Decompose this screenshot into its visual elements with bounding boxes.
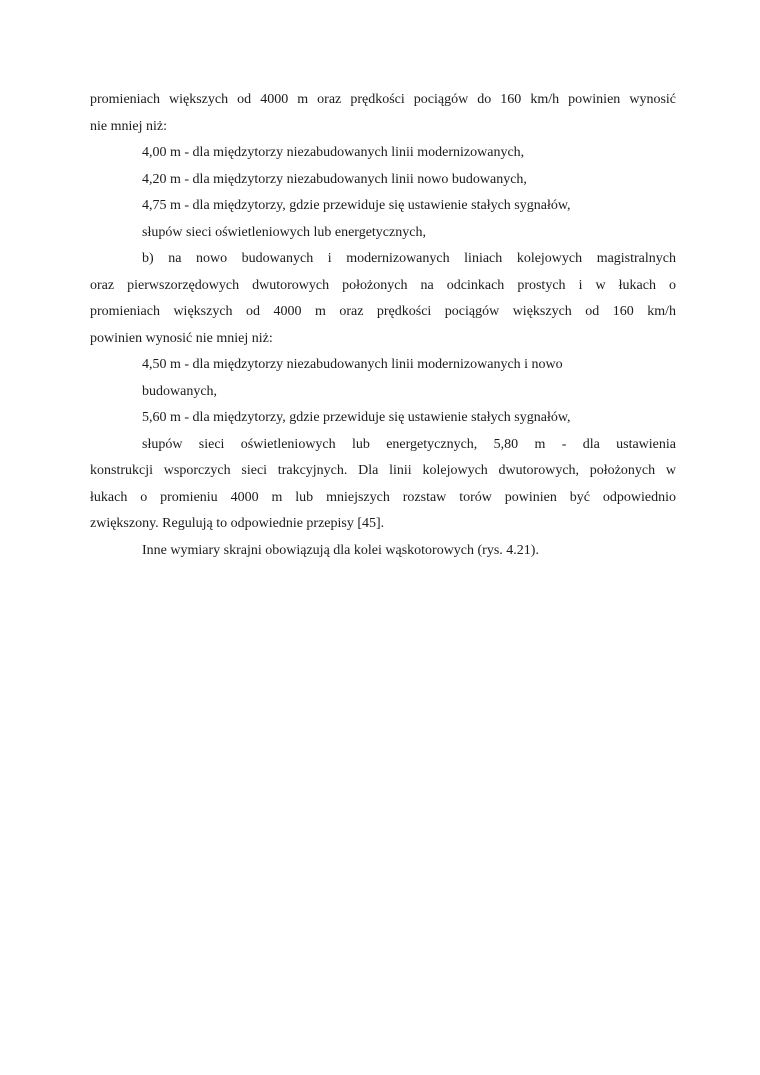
text-line: b) na nowo budowanych i modernizowanych liniach kolejowych magistralnych	[142, 251, 676, 266]
text-line: konstrukcji wsporczych sieci trakcyjnych. Dla linii kolejowych dwutorowych, położonych w	[90, 463, 676, 478]
text-line: 4,00 m - dla międzytorzy niezabudowanych linii modernizowanych,	[142, 145, 525, 160]
text-line: promieniach większych od 4000 m oraz prędkości pociągów do 160 km/h powinien wynosić	[90, 92, 676, 107]
text-line: 4,75 m - dla międzytorzy, gdzie przewiduje się ustawienie stałych sygnałów,	[142, 198, 571, 213]
text-line: oraz pierwszorzędowych dwutorowych położonych na odcinkach prostych i w łukach o	[90, 277, 676, 293]
text-line: 5,60 m - dla międzytorzy, gdzie przewiduje się ustawienie stałych sygnałów,	[142, 410, 571, 425]
text-line: powinien wynosić nie mniej niż:	[90, 330, 273, 346]
text-line: słupów sieci oświetleniowych lub energetycznych,	[142, 224, 426, 240]
text-line: budowanych,	[142, 383, 218, 399]
text-line: 4,20 m - dla międzytorzy niezabudowanych linii nowo budowanych,	[142, 171, 527, 187]
text-block	[90, 87, 676, 564]
text-line: zwiększony. Regulują to odpowiednie przepisy [45].	[90, 516, 385, 531]
text-line: 4,50 m - dla międzytorzy niezabudowanych linii modernizowanych i nowo	[142, 357, 563, 372]
text-line: promieniach większych od 4000 m oraz prędkości pociągów większych od 160 km/h	[90, 304, 676, 319]
text-line: nie mniej niż:	[90, 118, 167, 134]
text-line: słupów sieci oświetleniowych lub energetycznych, 5,80 m - dla ustawienia	[142, 436, 676, 452]
text-line: Inne wymiary skrajni obowiązują dla kolei wąskotorowych (rys. 4.21).	[142, 542, 539, 558]
text-line: łukach o promieniu 4000 m lub mniejszych rozstaw torów powinien być odpowiednio	[90, 489, 676, 505]
